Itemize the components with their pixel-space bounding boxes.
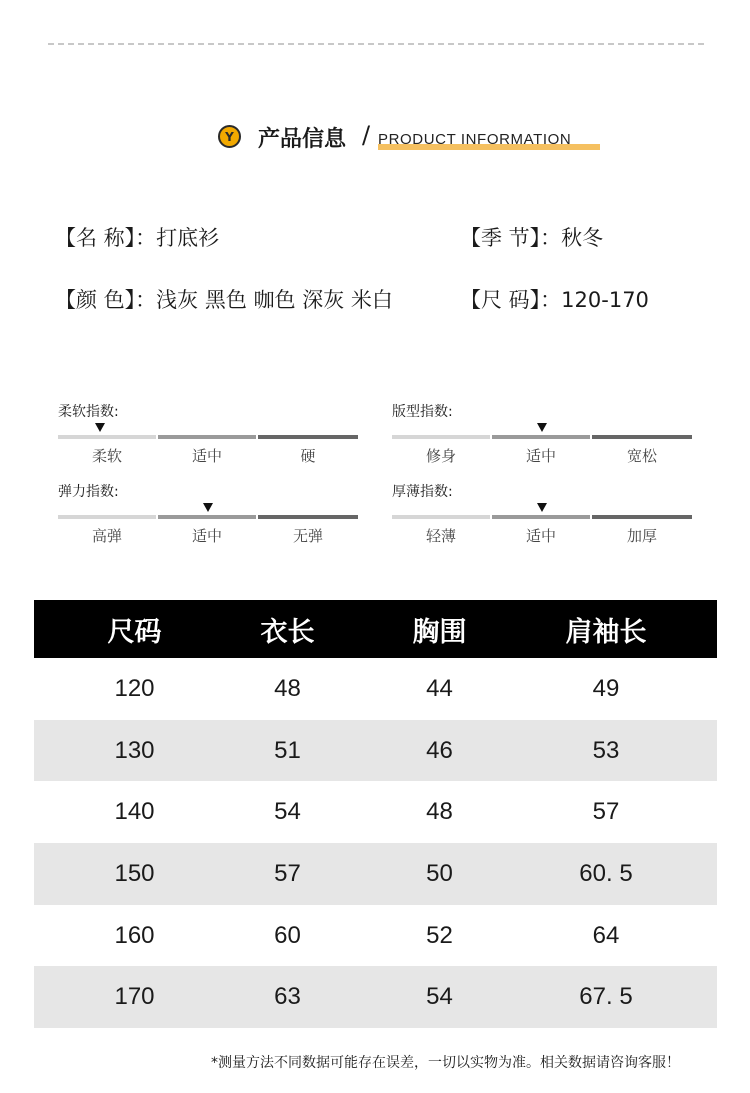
scale-segment-2 <box>158 515 256 519</box>
index-scale-bar <box>392 435 692 439</box>
index-option: 柔软 <box>91 447 122 465</box>
table-header-cell: 胸围 <box>412 616 467 648</box>
index-option: 适中 <box>191 527 222 545</box>
section-header <box>0 120 750 156</box>
index-option: 适中 <box>191 447 222 465</box>
table-cell: 140 <box>114 798 155 826</box>
table-row <box>34 843 717 905</box>
footer-note: *测量方法不同数据可能存在误差，一切以实物为准。相关数据请咨询客服！ <box>211 1055 680 1071</box>
index-option: 硬 <box>300 447 316 465</box>
brand-y-icon: Y <box>218 125 241 148</box>
top-dashed-divider <box>48 43 704 45</box>
selected-marker-icon <box>203 503 213 512</box>
table-cell: 64 <box>592 921 620 949</box>
info-color: 【颜 色】：浅灰 黑色 咖色 深灰 米白 <box>55 288 393 312</box>
info-season: 【季 节】：秋冬 <box>460 226 604 250</box>
table-cell: 54 <box>274 798 301 826</box>
table-cell: 49 <box>592 674 620 702</box>
table-cell: 46 <box>426 736 453 764</box>
table-cell: 57 <box>274 859 301 887</box>
selected-marker-icon <box>537 503 547 512</box>
scale-segment-3 <box>592 435 692 439</box>
table-cell: 50 <box>426 859 453 887</box>
scale-segment-1 <box>392 515 490 519</box>
index-option: 修身 <box>425 447 456 465</box>
table-row <box>34 781 717 843</box>
table-cell: 51 <box>274 736 301 764</box>
table-cell: 44 <box>426 674 453 702</box>
info-size: 【尺 码】：120-170 <box>460 288 649 312</box>
info-name: 【名 称】：打底衫 <box>55 226 220 250</box>
index-option: 适中 <box>525 447 556 465</box>
selected-marker-icon <box>95 423 105 432</box>
index-option: 加厚 <box>626 527 657 545</box>
scale-segment-2 <box>492 435 590 439</box>
scale-segment-1 <box>392 435 490 439</box>
scale-segment-3 <box>258 515 358 519</box>
index-scale-bar <box>58 435 358 439</box>
table-cell: 60. 5 <box>579 859 633 887</box>
index-label: 弹力指数: <box>58 484 119 500</box>
table-cell: 170 <box>114 983 155 1011</box>
scale-segment-1 <box>58 435 156 439</box>
title-slash: / <box>362 121 371 149</box>
table-cell: 48 <box>426 798 453 826</box>
scale-segment-3 <box>592 515 692 519</box>
section-title-cn: 产品信息 <box>258 127 347 152</box>
selected-marker-icon <box>537 423 547 432</box>
table-cell: 120 <box>114 674 155 702</box>
table-cell: 60 <box>274 921 301 949</box>
scale-segment-2 <box>158 435 256 439</box>
table-row <box>34 966 717 1028</box>
table-header-cell: 衣长 <box>260 616 315 648</box>
table-row <box>34 658 717 720</box>
index-option: 适中 <box>525 527 556 545</box>
table-cell: 48 <box>274 674 301 702</box>
size-table <box>34 600 717 1028</box>
table-cell: 67. 5 <box>579 983 633 1011</box>
index-option: 无弹 <box>292 527 323 545</box>
table-row <box>34 905 717 967</box>
table-cell: 52 <box>426 921 453 949</box>
scale-segment-3 <box>258 435 358 439</box>
section-title-en-wrap <box>378 131 571 148</box>
table-header-cell: 尺码 <box>107 616 162 648</box>
table-cell: 57 <box>592 798 620 826</box>
table-header-cell: 肩袖长 <box>565 616 647 648</box>
index-label: 柔软指数: <box>58 404 119 420</box>
index-option: 宽松 <box>626 447 657 465</box>
index-option: 轻薄 <box>425 527 456 545</box>
table-cell: 53 <box>592 736 620 764</box>
index-label: 版型指数: <box>392 404 453 420</box>
index-scale-bar <box>58 515 358 519</box>
table-row <box>34 720 717 782</box>
index-scale-bar <box>392 515 692 519</box>
table-cell: 54 <box>426 983 453 1011</box>
table-cell: 63 <box>274 983 301 1011</box>
table-cell: 160 <box>114 921 155 949</box>
scale-segment-1 <box>58 515 156 519</box>
section-title-en: PRODUCT INFORMATION <box>378 131 572 148</box>
table-cell: 150 <box>114 859 155 887</box>
table-header-row <box>34 600 717 658</box>
index-option: 高弹 <box>91 527 122 545</box>
table-cell: 130 <box>114 736 155 764</box>
scale-segment-2 <box>492 515 590 519</box>
index-label: 厚薄指数: <box>392 484 453 500</box>
